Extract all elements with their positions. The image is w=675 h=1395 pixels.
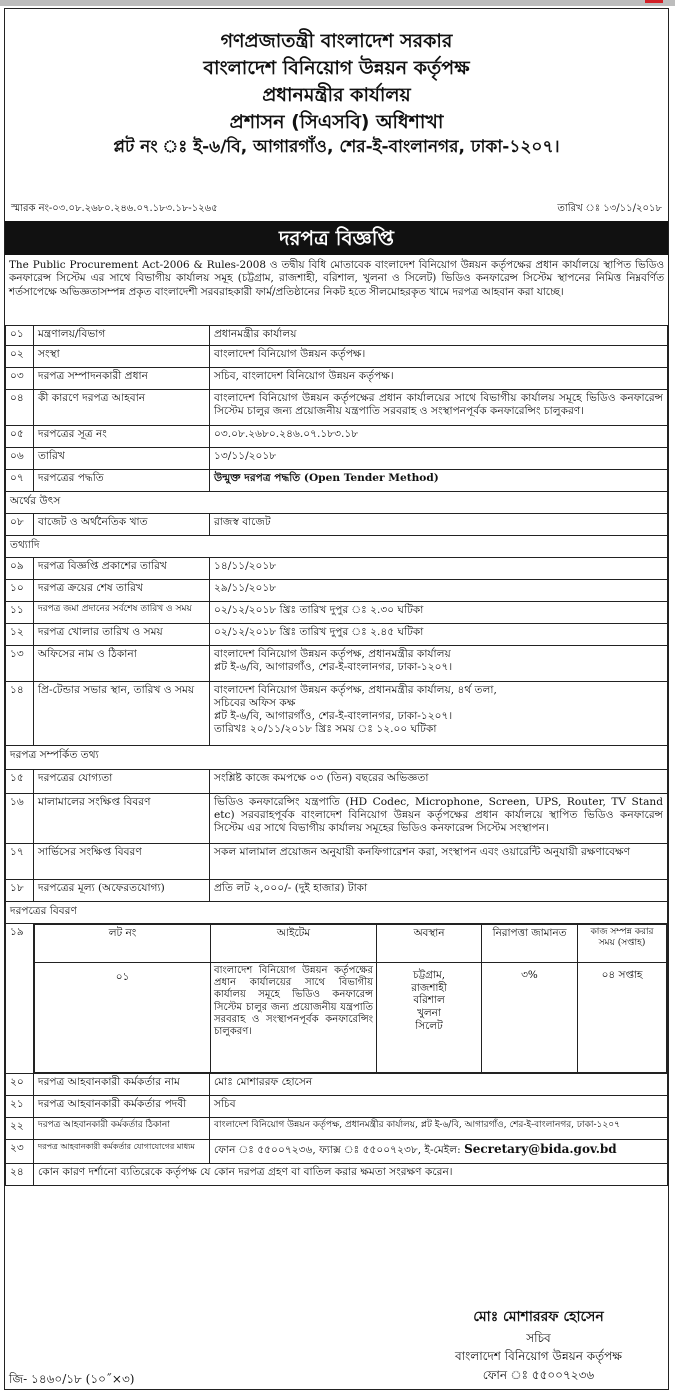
row-number: ০৮ — [6, 514, 34, 536]
section-row — [6, 536, 668, 558]
table-row — [6, 1118, 668, 1140]
section-row — [6, 902, 668, 924]
venue-line: তারিখঃ ২০/১১/২০১৮ খ্রিঃ সময় ঃ ১২.০০ ঘটিকা — [214, 722, 437, 735]
table-row — [6, 448, 668, 470]
row-value: রাজস্ব বাজেট — [210, 514, 668, 536]
location-name: খুলনা — [417, 1007, 441, 1020]
row-number: ২১ — [6, 1096, 34, 1118]
signature-block — [455, 1307, 622, 1384]
row-label: দরপত্র জমা প্রদানের সর্বশেষ তারিখ ও সময় — [34, 602, 210, 624]
row-number: ১২ — [6, 624, 34, 646]
header-completion-time: কাজ সম্পন্ন করার সময় (সপ্তাহ) — [578, 925, 667, 963]
table-row — [6, 682, 668, 746]
table-row — [6, 580, 668, 602]
government-name: গণপ্রজাতন্ত্রী বাংলাদেশ সরকার — [220, 30, 453, 52]
section-row — [6, 492, 668, 514]
row-number: ০৯ — [6, 558, 34, 580]
row-label: সংস্থা — [34, 346, 210, 368]
address-line: প্লট ই-৬/বি, আগারগাঁও, শের-ই-বাংলানগর, ঢাকা-১২০৭। — [214, 660, 453, 673]
row-label: দরপত্র আহবানকারী কর্মকর্তার পদবী — [34, 1096, 210, 1118]
row-label: মন্ত্রণালয়/বিভাগ — [34, 326, 210, 346]
row-label: দরপত্র খোলার তারিখ ও সময় — [34, 624, 210, 646]
table-row — [6, 514, 668, 536]
header-security: নিরাপত্তা জামানত — [482, 925, 578, 963]
row-value: ০২/১২/২০১৮ খ্রিঃ তারিখ দুপুর ঃ ২.৩০ ঘটিকা — [210, 602, 668, 624]
row-value: ০২/১২/২০১৮ খ্রিঃ তারিখ দুপুর ঃ ২.৪৫ ঘটিকা — [210, 624, 668, 646]
row-number: ০১ — [6, 326, 34, 346]
row-value: বাংলাদেশ বিনিয়োগ উন্নয়ন কর্তৃপক্ষ। — [210, 346, 668, 368]
row-value: কোন কারণ দর্শানো ব্যতিরেকে কর্তৃপক্ষ যে কোন দরপত্র গ্রহণ বা বাতিল করার ক্ষমতা সংরক্ষণ করেন। — [34, 1164, 668, 1186]
row-value: প্রতি লট ২,০০০/- (দুই হাজার) টাকা — [210, 880, 668, 902]
authority-name: বাংলাদেশ বিনিয়োগ উন্নয়ন কর্তৃপক্ষ — [203, 56, 470, 79]
row-value: ০৩.০৮.২৬৮০.২৪৬.০৭.১৮৩.১৮ — [210, 426, 668, 448]
signatory-name: মোঃ মোশাররফ হোসেন — [473, 1309, 604, 1325]
contact-email[interactable]: Secretary@bida.gov.bd — [464, 1142, 617, 1156]
memo-number: স্মারক নং-০৩.০৮.২৬৮০.২৪৬.০৭.১৮৩.১৮-১২৬৫ — [11, 203, 218, 214]
wing-name: প্রশাসন (সিএসবি) অধিশাখা — [229, 110, 444, 133]
venue-line: বাংলাদেশ বিনিয়োগ উন্নয়ন কর্তৃপক্ষ, প্রধানমন্ত্রীর কার্যালয়, ৪র্থ তলা, — [214, 684, 497, 696]
row-number: ১৪ — [6, 682, 34, 746]
notice-title-banner: দরপত্র বিজ্ঞপ্তি — [5, 221, 668, 255]
signatory-organization: বাংলাদেশ বিনিয়োগ উন্নয়ন কর্তৃপক্ষ — [454, 1349, 622, 1364]
row-label: দরপত্রের পদ্ধতি — [34, 470, 210, 492]
row-number: ১৯ — [6, 924, 34, 1074]
header-lot-number: লট নং — [35, 925, 211, 963]
section-heading: অর্থের উৎস — [6, 492, 668, 514]
venue-line: সচিবের অফিস কক্ষ — [214, 696, 296, 709]
row-number: ১১ — [6, 602, 34, 624]
row-value — [210, 646, 668, 682]
row-number: ১৫ — [6, 770, 34, 794]
red-accent-mark — [645, 0, 663, 3]
tender-details-table — [5, 325, 668, 1186]
memo-date: তারিখ ঃ ১৩/১১/২০১৮ — [557, 203, 662, 214]
signatory-title: সচিব — [526, 1330, 551, 1345]
row-value: বাংলাদেশ বিনিয়োগ উন্নয়ন কর্তৃপক্ষ, প্রধানমন্ত্রীর কার্যালয়, প্লট ই-৬/বি, আগারগাঁও, শের-ই-বাংলানগর, ঢাকা-১২০৭ — [210, 1118, 668, 1140]
row-value: মোঃ মোশাররফ হোসেন — [210, 1074, 668, 1096]
row-label: দরপত্র আহবানকারী কর্মকর্তার যোগাযোগের মাধ্যম — [34, 1140, 210, 1164]
row-value: সচিব — [210, 1096, 668, 1118]
row-label: দরপত্র আহবানকারী কর্মকর্তার নাম — [34, 1074, 210, 1096]
lot-locations — [377, 963, 482, 1073]
row-label: সার্ভিসের সংক্ষিপ্ত বিবরণ — [34, 844, 210, 880]
lot-number: ০১ — [35, 963, 211, 1073]
row-value: উন্মুক্ত দরপত্র পদ্ধতি (Open Tender Method) — [210, 470, 668, 492]
venue-line: প্লট ই-৬/বি, আগারগাঁও, শের-ই-বাংলানগর, ঢাকা-১২০৭। — [214, 709, 453, 722]
table-row — [6, 426, 668, 448]
table-row — [6, 646, 668, 682]
row-number: ০২ — [6, 346, 34, 368]
table-row — [6, 1074, 668, 1096]
row-value: সংশ্লিষ্ট কাজে কমপক্ষে ০৩ (তিন) বছরের অভিজ্ঞতা — [210, 770, 668, 794]
row-value — [210, 682, 668, 746]
row-value: সকল মালামাল প্রয়োজন অনুযায়ী কনফিগারেশন করা, সংস্থাপন এবং ওয়ারেন্টি অনুযায়ী রক্ষণাবেক্ষণ — [210, 844, 668, 880]
row-label: দরপত্র বিজ্ঞপ্তি প্রকাশের তারিখ — [34, 558, 210, 580]
table-row — [6, 794, 668, 844]
row-number: ১৬ — [6, 794, 34, 844]
row-number: ১৭ — [6, 844, 34, 880]
table-row — [6, 624, 668, 646]
office-address: প্লট নং ঃ ই-৬/বি, আগারগাঁও, শের-ই-বাংলানগর, ঢাকা-১২০৭। — [113, 137, 560, 158]
table-row — [6, 558, 668, 580]
row-label: দরপত্র আহবানকারী কর্মকর্তার ঠিকানা — [34, 1118, 210, 1140]
section-heading: দরপত্র সম্পর্কিত তথ্য — [6, 746, 668, 770]
lot-header-row — [35, 925, 667, 963]
address-line: বাংলাদেশ বিনিয়োগ উন্নয়ন কর্তৃপক্ষ, প্রধানমন্ত্রীর কার্যালয় — [214, 648, 451, 660]
lot-data-row — [35, 963, 667, 1073]
row-value: ২৯/১১/২০১৮ — [210, 580, 668, 602]
row-label: দরপত্রের সূত্র নং — [34, 426, 210, 448]
row-value: সচিব, বাংলাদেশ বিনিয়োগ উন্নয়ন কর্তৃপক্ষ। — [210, 368, 668, 390]
row-number: ০৭ — [6, 470, 34, 492]
row-number: ১০ — [6, 580, 34, 602]
lot-table-cell — [34, 924, 668, 1074]
header-item: আইটেম — [211, 925, 377, 963]
row-number: ১৩ — [6, 646, 34, 682]
row-number: ২২ — [6, 1118, 34, 1140]
row-label: মালামালের সংক্ষিপ্ত বিবরণ — [34, 794, 210, 844]
table-row — [6, 880, 668, 902]
intro-paragraph: The Public Procurement Act-2006 & Rules-2008 ও তদ্বীয় বিধি মোতাবেক বাংলাদেশ বিনিয়োগ উন্নয়ন কর্তৃপক্ষের প্রধান কার্যালয়ে স্থাপিত ভিডিও কনফারেন্স সিস্টেম এর সাথে বিভাগীয় কার্যালয় সমূহ (চট্টগ্রাম, রাজশাহী, বরিশাল, খুলনা ও সিলেট) ভিডিও কনফারেন্স সিস্টেম স্থাপনের নিমিত্ত নিম্নবর্ণিত শর্তসাপেক্ষে অভিজ্ঞতাসম্পন্ন প্রকৃত বাংলাদেশী সরবরাহকারী ফার্ম/প্রতিষ্ঠানের নিকট হতে সীলমোহরকৃত খামে দরপত্র আহবান করা যাচ্ছে। — [9, 259, 664, 298]
table-row — [6, 602, 668, 624]
lot-item: বাংলাদেশ বিনিয়োগ উন্নয়ন কর্তৃপক্ষের প্রধান কার্যালয়ের সাথে বিভাগীয় কার্যালয় সমূহে ভিডিও কনফারেন্স সিস্টেম চালুর জন্য প্রয়োজনীয় যন্ত্রপাতি সরবরাহ ও সংস্থাপনপূর্বক কনফারেন্সিং চালুকরণ। — [211, 963, 377, 1073]
row-label: দরপত্রের মূল্য (অফেরতযোগ্য) — [34, 880, 210, 902]
row-label: কী কারণে দরপত্র আহবান — [34, 390, 210, 426]
section-heading: দরপত্রের বিবরণ — [6, 902, 668, 924]
table-row — [6, 1096, 668, 1118]
section-row — [6, 746, 668, 770]
row-label: বাজেট ও অর্থনৈতিক খাত — [34, 514, 210, 536]
row-number: ০৪ — [6, 390, 34, 426]
row-number: ২৩ — [6, 1140, 34, 1164]
row-number: ০৩ — [6, 368, 34, 390]
table-row — [6, 470, 668, 492]
lot-details-row — [6, 924, 668, 1074]
contact-text: ফোন ঃ ৫৫০০৭২৩৬, ফ্যাক্স ঃ ৫৫০০৭২৩৮, ই-মেইল: — [214, 1144, 461, 1156]
office-name: প্রধানমন্ত্রীর কার্যালয় — [262, 83, 411, 106]
lot-security: ৩% — [482, 963, 578, 1073]
table-row — [6, 368, 668, 390]
row-label: দরপত্রের যোগ্যতা — [34, 770, 210, 794]
table-row — [6, 1164, 668, 1186]
row-number: ০৬ — [6, 448, 34, 470]
reference-line — [11, 203, 662, 215]
row-value: প্রধানমন্ত্রীর কার্যালয় — [210, 326, 668, 346]
row-label: অফিসের নাম ও ঠিকানা — [34, 646, 210, 682]
row-label: তারিখ — [34, 448, 210, 470]
location-name: বরিশাল — [413, 994, 445, 1007]
table-row — [6, 770, 668, 794]
publication-code: জি- ১৪৬০/১৮ (১০˝×৩) — [9, 1372, 135, 1386]
row-number: ০৫ — [6, 426, 34, 448]
row-value — [210, 1140, 668, 1164]
location-name: রাজশাহী — [411, 981, 447, 994]
table-row — [6, 1140, 668, 1164]
row-number: ২৪ — [6, 1164, 34, 1186]
row-label: প্রি-টেন্ডার সভার স্থান, তারিখ ও সময় — [34, 682, 210, 746]
table-row — [6, 844, 668, 880]
top-color-bar — [0, 0, 675, 6]
table-row — [6, 390, 668, 426]
lot-table — [34, 924, 667, 1073]
row-number: ২০ — [6, 1074, 34, 1096]
row-label: দরপত্র ক্রয়ের শেষ তারিখ — [34, 580, 210, 602]
section-heading: তথ্যাদি — [6, 536, 668, 558]
header-location: অবস্থান — [377, 925, 482, 963]
row-value: ১৩/১১/২০১৮ — [210, 448, 668, 470]
row-number: ১৮ — [6, 880, 34, 902]
table-row — [6, 326, 668, 346]
tender-notice — [4, 8, 669, 1390]
row-value: ১৪/১১/২০১৮ — [210, 558, 668, 580]
table-row — [6, 346, 668, 368]
row-value: ভিডিও কনফারেন্সিং যন্ত্রপাতি (HD Codec, Microphone, Screen, UPS, Router, TV Stand etc) সরবরাহপূর্বক বাংলাদেশ বিনিয়োগ উন্নয়ন কর্তৃপক্ষের প্রধান কার্যালয়ে স্থাপিত ভিডিও কনফারেন্স সিস্টেম এর সাথে বিভাগীয় কার্যালয় সমূহের ভিডিও কনফারেন্স সিস্টেম সংস্থাপন। — [210, 794, 668, 844]
row-label: দরপত্র সম্পাদনকারী প্রধান — [34, 368, 210, 390]
row-value: বাংলাদেশ বিনিয়োগ উন্নয়ন কর্তৃপক্ষের প্রধান কার্যালয়ের সাথে বিভাগীয় কার্যালয় সমূহে ভিডিও কনফারেন্স সিস্টেম চালুর জন্য প্রয়োজনীয় যন্ত্রপাতি সরবরাহ ও সংস্থাপনপূর্বক কনফারেন্সিং চালুকরণ। — [210, 390, 668, 426]
notice-header — [5, 31, 668, 158]
signatory-phone: ফোন ঃ ৫৫০০৭২৩৬ — [482, 1367, 595, 1382]
lot-completion-time: ০৪ সপ্তাহ — [578, 963, 667, 1073]
location-name: চট্টগ্রাম, — [412, 969, 446, 981]
location-name: সিলেট — [415, 1019, 443, 1032]
